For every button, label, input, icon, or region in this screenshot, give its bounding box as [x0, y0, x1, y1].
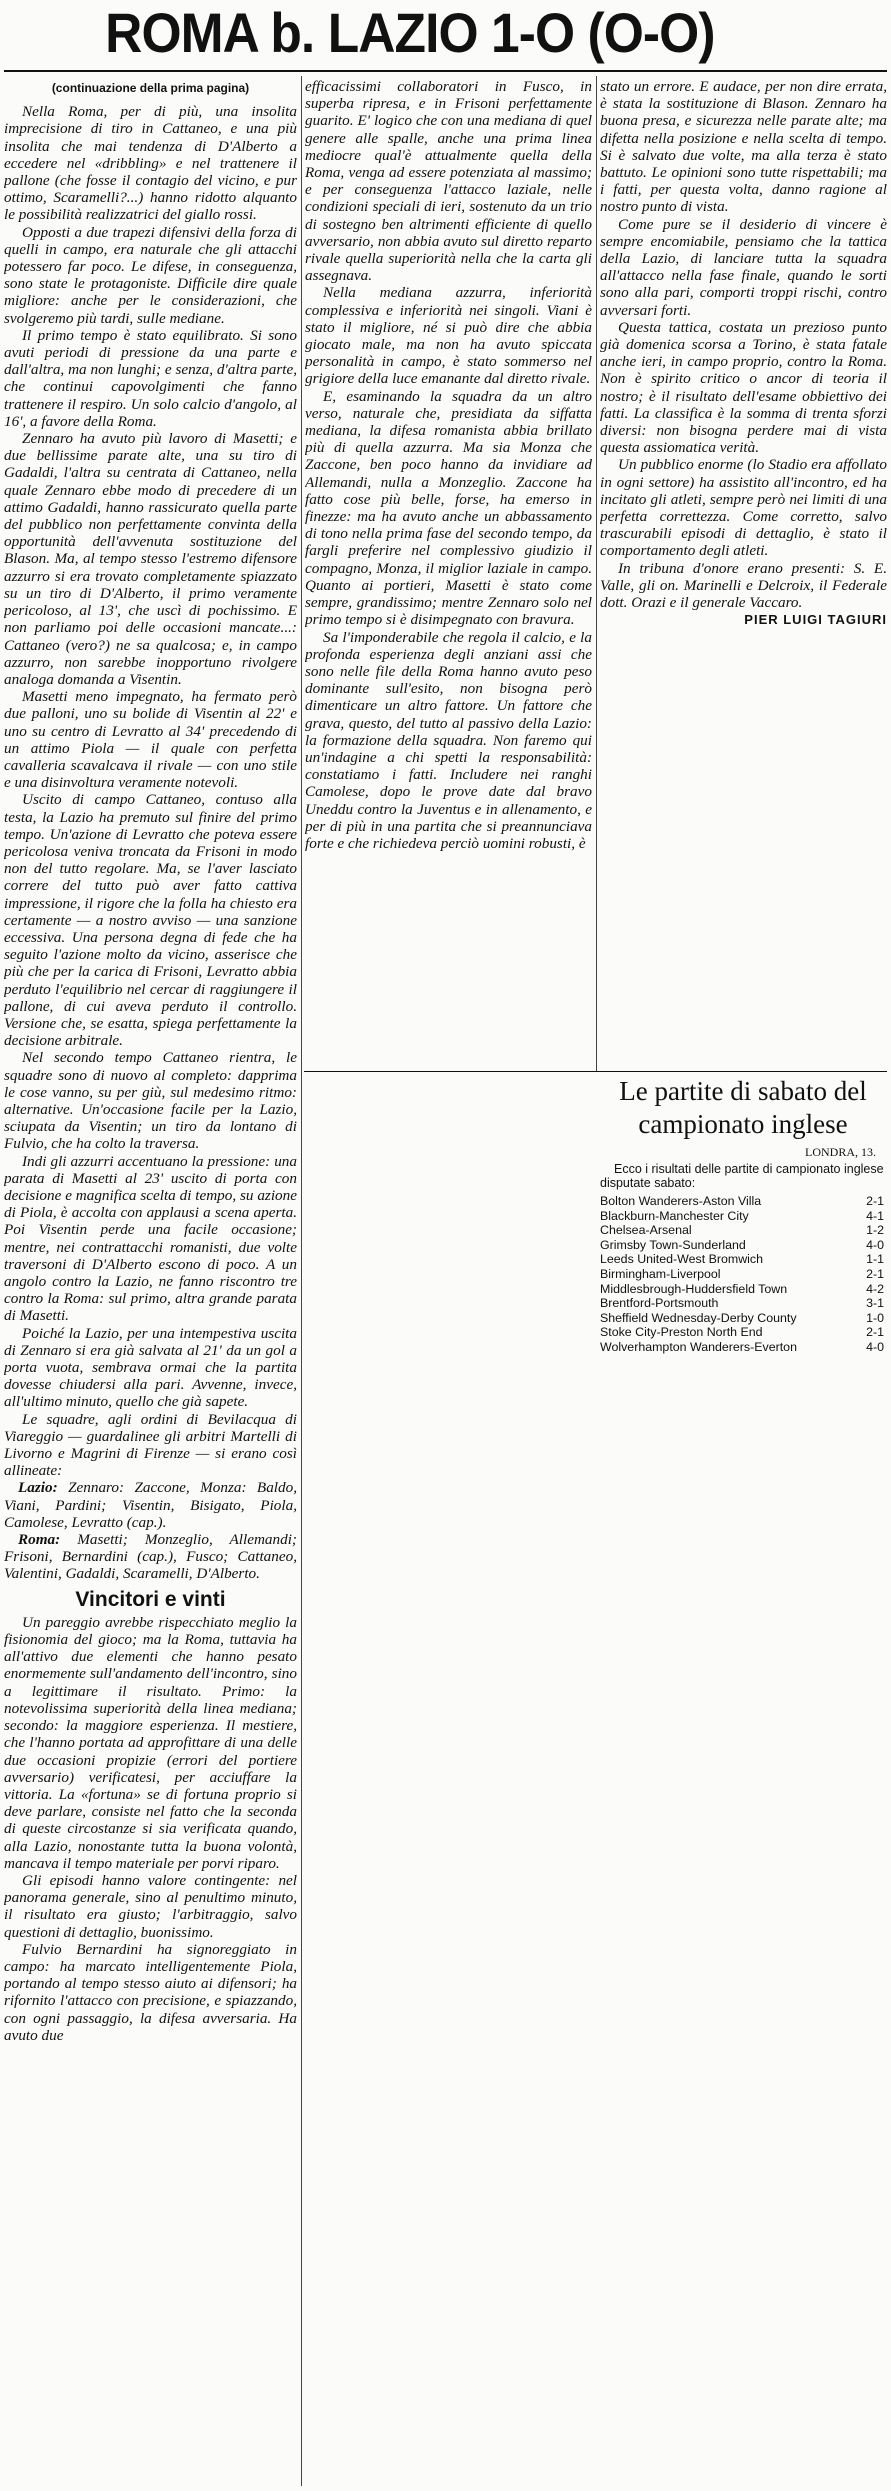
results-intro: Ecco i risultati delle partite di campionato inglese disputate sabato:	[600, 1162, 884, 1190]
match-score: 4-0	[866, 1339, 884, 1354]
match-score: 4-1	[866, 1208, 884, 1223]
paragraph: Nella Roma, per di più, una insolita imprecisione di tiro in Cattaneo, e una più insolita che mai tendenza di D'Alberto a eccedere nel «dribbling» e nel trattenere il pallone (che fosse il contagio del vicino, e pur ottimo, Scaramelli?...) hanno ridotto alquanto le possibilità realizzatrici del giallo rossi.	[4, 103, 297, 224]
match-name: Brentford-Portsmouth	[600, 1296, 719, 1311]
column-rule	[596, 76, 597, 1071]
match-score: 4-0	[866, 1237, 884, 1252]
paragraph: Fulvio Bernardini ha signoreggiato in campo: ha marcato intelligentemente Piola, portando al tempo stesso aiuto ai difensori; ha rifornito l'attacco con precisione, e spiazzando, con ogni passaggio, la difesa avversaria. Ha avuto due	[4, 1940, 297, 2044]
paragraph: Nella mediana azzurra, inferiorità complessiva e inferiorità nei singoli. Viani è stato il migliore, né si può dire che abbia giocato male, ma non ha avuto spiccata personalità in campo, è stato sommerso nel grigiore della luce emanante dal diretto rivale.	[305, 284, 592, 388]
match-score: 4-2	[866, 1281, 884, 1296]
result-row	[600, 1238, 886, 1253]
result-row	[600, 1296, 886, 1311]
match-score: 1-1	[866, 1252, 884, 1267]
english-results-box	[600, 1075, 886, 1355]
paragraph: Come pure se il desiderio di vincere è sempre encomiabile, pensiamo che la tattica della Lazio, di lanciare tutta la squadra all'attacco nella fase finale, quando le sorti sono alla pari, comporti troppi rischi, contro avversari forti.	[600, 215, 887, 319]
players: Zennaro: Zaccone, Monza: Baldo, Viani, Pardini; Visentin, Bisigato, Piola, Camolese, Levratto (cap.).	[4, 1479, 297, 1531]
result-row	[600, 1252, 886, 1267]
match-name: Wolverhampton Wanderers-Everton	[600, 1339, 797, 1354]
paragraph: Le squadre, agli ordini di Bevilacqua di Viareggio — guardalinee gli arbitri Martelli di Livorno e Magrini di Firenze — si erano così allineate:	[4, 1410, 297, 1480]
results-title: Le partite di sabato del campionato inglese	[619, 1076, 867, 1139]
author-signature: PIER LUIGI TAGIURI	[744, 612, 887, 628]
paragraph: Gli episodi hanno valore contingente: nel panorama generale, sino al penultimo minuto, il risultato era giusto; l'arbitraggio, salvo questioni di dettaglio, buonissimo.	[4, 1871, 297, 1941]
match-name: Bolton Wanderers-Aston Villa	[600, 1194, 762, 1208]
paragraph: Masetti meno impegnato, ha fermato però due palloni, uno su bolide di Visentin al 22' e uno su centro di Levratto al 34' precedendo di un attimo Piola — il quale con perfetta cavalleria scavalcava il rivale — con uno stile e una disinvoltura veramente notevoli.	[4, 688, 297, 792]
paragraph: efficacissimi collaboratori in Fusco, in superba ripresa, e in Frisoni perfettamente guarito. E' logico che con una mediana di quel genere alle spalle, anche una prima linea mediocre qual'è attualmente quella della Roma, venga ad essere potenziata al massimo; e per conseguenza l'attacco laziale, nelle condizioni speciali di ieri, sostenuto da un trio di sostegno ben altrimenti efficiente di quello avversario, non abbia avuto sul diretto reparto rivale quella superiorità nella che la carta gli assegnava.	[305, 78, 592, 285]
paragraph: Zennaro ha avuto più lavoro di Masetti; e due bellissime parate alte, una su tiro di Gadaldi, l'altra su centrata di Cattaneo, nella quale Zennaro ebbe modo di precedere di un attimo Gadaldi, hanno rassicurato quella parte del pubblico non perfettamente convinta della opportunità dell'avvenuta sostituzione del Blason. Ma, al tempo stesso l'estremo difensore azzurro si era trovato completamente spiazzato su un tiro di D'Alberto, il primo veramente pericoloso, al 13', che uscì di pochissimo. E non parliamo poi delle occasioni mancate...: Cattaneo (vero?) ne sa qualcosa; e, in campo azzurro, non sarebbe inopportuno rivolgere analoga domanda a Visentin.	[4, 430, 297, 688]
match-score: 1-0	[866, 1310, 884, 1325]
article-column-1	[4, 74, 297, 2486]
paragraph: stato un errore. E audace, per non dire errata, è stata la sostituzione di Blason. Zennaro ha buona presa, e sicurezza nelle parate alte; ma difetta nella posizione e nella scelta di tempo. Si è salvato due volte, ma alla terza è stato battuto. Le opinioni sono tutte rispettabili; ma i fatti, per questa volta, danno ragione al nostro punto di vista.	[600, 78, 887, 216]
paragraph: Sa l'imponderabile che regola il calcio, e la profonda esperienza degli anziani assi che sono nelle file della Roma hanno avuto peso dominante sull'esito, non bisogna però dimenticare un altro fattore. Un fattore che grava, questo, del tutto al passivo della Lazio: la formazione della squadra. Non faremo qui un'indagine a chi spetti la responsabilità: constatiamo i fatti. Includere nei ranghi Camolese, dopo le prove date dal bravo Uneddu contro la Juventus e in allenamento, e per di più in una partita che si preannunciava forte e che richiedeva perciò uomini robusti, è	[305, 628, 592, 852]
result-row	[600, 1209, 886, 1224]
paragraph: E, esaminando la squadra da un altro verso, naturale che, presidiata da siffatta mediana, la difesa romanista abbia brillato più di quella azzurra. Ma sia Monza che Zaccone, ben poco hanno da invidiare ad Allemandi, nulla a Monzeglio. Zaccone ha fatto cose più belle, forse, ha emerso in finezze: ma ha avuto anche un abbassamento di tono nella prima fase del secondo tempo, da fargli preferire nel complessivo giudizio il compagno, Monza, il miglior laziale in campo. Quanto ai portieri, Masetti è stato come sempre, grandissimo; mentre Zennaro solo nel primo tempo si è disimpegnato con bravura.	[305, 387, 592, 629]
results-table	[600, 1194, 886, 1355]
subhead: Vincitori e vinti	[75, 1587, 226, 1611]
paragraph: Questa tattica, costata un prezioso punto già domenica scorsa a Torino, è stata fatale anche ieri, in campo proprio, contro la Roma. Non è spirito critico o ancor di teoria il nostro; è il risultato dell'esame obbiettivo dei fatti. La classifica è la somma di trenta sforzi diversi: non bisogna perdere mai di vista questa assiomatica verità.	[600, 318, 887, 457]
result-row	[600, 1311, 886, 1326]
paragraph: In tribuna d'onore erano presenti: S. E. Valle, gli on. Marinelli e Delcroix, il Federale dott. Orazi e il generale Vaccaro.	[600, 559, 887, 612]
match-name: Leeds United-West Bromwich	[600, 1252, 763, 1267]
paragraph: Nel secondo tempo Cattaneo rientra, le squadre sono di nuovo al completo: dapprima le cose vanno, su per giù, sul medesimo ritmo: alternative. Un'occasione facile per la Lazio, sciupata da Visentin; un tiro da lontano di Fulvio, che ha colto la traversa.	[4, 1049, 297, 1153]
match-name: Stoke City-Preston North End	[600, 1325, 763, 1340]
paragraph: Il primo tempo è stato equilibrato. Si sono avuti periodi di pressione da una parte e dall'altra, ma non lunghi; e senza, d'altra parte, che continui capovolgimenti che fanno trattenere il respiro. Un solo calcio d'angolo, al 16', a favore della Roma.	[4, 326, 297, 430]
result-row	[600, 1267, 886, 1282]
dateline: LONDRA, 13.	[805, 1145, 876, 1159]
paragraph: Opposti a due trapezi difensivi della forza di quelli in campo, era naturale che gli attacchi potessero far poco. Le difese, in conseguenza, sono state le protagoniste. Difficile dire quale migliore: anche per le considerazioni, che svolgeremo più tardi, sulle mediane.	[4, 223, 297, 327]
match-name: Grimsby Town-Sunderland	[600, 1237, 746, 1252]
result-row	[600, 1340, 886, 1355]
result-row	[600, 1194, 886, 1209]
article-column-2	[305, 78, 592, 1078]
section-rule	[304, 1071, 887, 1072]
lineup-roma	[4, 1531, 297, 1583]
paragraph: Un pareggio avrebbe rispecchiato meglio la fisionomia del gioco; ma la Roma, tuttavia ha all'attivo due elementi che hanno pesato enormemente sull'andamento dell'incontro, sino a legittimare il risultato. Primo: la notevolissima superiorità della linea mediana; secondo: la maggiore esperienza. Il mestiere, che l'hanno portata ad approfittare di una delle due occasioni propizie (errori del portiere avversario) verificatesi, per acciuffare la vittoria. La «fortuna» se di fortuna proprio si deve parlare, consiste nel fatto che la seconda di queste circostanze si sia verificata quando, alla Lazio, nonostante tutta la buona volontà, mancava il tempo materiale per porvi riparo.	[4, 1613, 297, 1872]
match-score: 1-2	[866, 1223, 884, 1238]
players: Masetti; Monzeglio, Allemandi; Frisoni, Bernardini (cap.), Fusco; Cattaneo, Valentini, Gadaldi, Scaramelli, D'Alberto.	[4, 1531, 297, 1583]
match-name: Blackburn-Manchester City	[600, 1208, 749, 1223]
continuation-note: (continuazione della prima pagina)	[51, 81, 250, 95]
match-name: Chelsea-Arsenal	[600, 1223, 692, 1238]
column-rule	[301, 76, 302, 2486]
paragraph: Indi gli azzurri accentuano la pressione: una parata di Masetti al 23' uscito di porta con decisione e magnifica scelta di tempo, su azione di Piola, è accolta con applausi a scena aperta. Poi Visentin perde una facile occasione; mentre, nei contrattacchi romanisti, due volte traversoni di D'Alberto escono di poco. A un angolo contro la Lazio, ne fanno riscontro tre contro la Roma: sul primo, altra grande parata di Masetti.	[4, 1152, 297, 1325]
match-name: Sheffield Wednesday-Derby County	[600, 1310, 797, 1325]
match-name: Middlesbrough-Huddersfield Town	[600, 1281, 788, 1296]
match-score: 2-1	[866, 1194, 884, 1208]
team-name: Lazio:	[18, 1479, 58, 1497]
match-score: 2-1	[866, 1266, 884, 1281]
headline-rule	[4, 70, 887, 72]
team-name: Roma:	[18, 1531, 61, 1549]
match-name: Birmingham-Liverpool	[600, 1266, 721, 1281]
result-row	[600, 1223, 886, 1238]
result-row	[600, 1282, 886, 1297]
result-row	[600, 1325, 886, 1340]
paragraph: Uscito di campo Cattaneo, contuso alla testa, la Lazio ha premuto sul finire del primo tempo. Un'azione di Levratto che poteva essere pericolosa veniva troncata da Frisoni in modo non del tutto regolare. Ma, se l'aver lasciato correre del tutto può aver fatto cattiva impressione, il rigore che la folla ha chiesto era certamente — a nostro avviso — una sanzione eccessiva. Una persona degna di fede che ha seguito l'azione molto da vicino, asserisce che più che per la carica di Frisoni, Levratto abbia perduto l'equilibrio nel cercar di raggiungere il pallone, di cui aveva perduto il controllo. Versione che, se esatta, spiega perfettamente la decisione arbitrale.	[4, 791, 297, 1050]
match-score: 2-1	[866, 1325, 884, 1340]
headline: ROMA b. LAZIO 1-O (O-O)	[105, 1, 715, 64]
match-score: 3-1	[866, 1296, 884, 1311]
paragraph: Poiché la Lazio, per una intempestiva uscita di Zennaro si era già salvata al 21' da un gol a porta vuota, sembrava ormai che la partita dovesse chiudersi alla pari. Avvenne, invece, all'ultimo minuto, quello che già sapete.	[4, 1324, 297, 1411]
paragraph: Un pubblico enorme (lo Stadio era affollato in ogni settore) ha assistito all'incontro, ed ha incitato gli atleti, sempre però nei limiti di una perfetta correttezza. Come corretto, salvo trascurabili episodi di dettaglio, è stato il comportamento degli atleti.	[600, 456, 887, 560]
lineup-lazio	[4, 1479, 297, 1531]
article-column-3	[600, 78, 887, 1068]
